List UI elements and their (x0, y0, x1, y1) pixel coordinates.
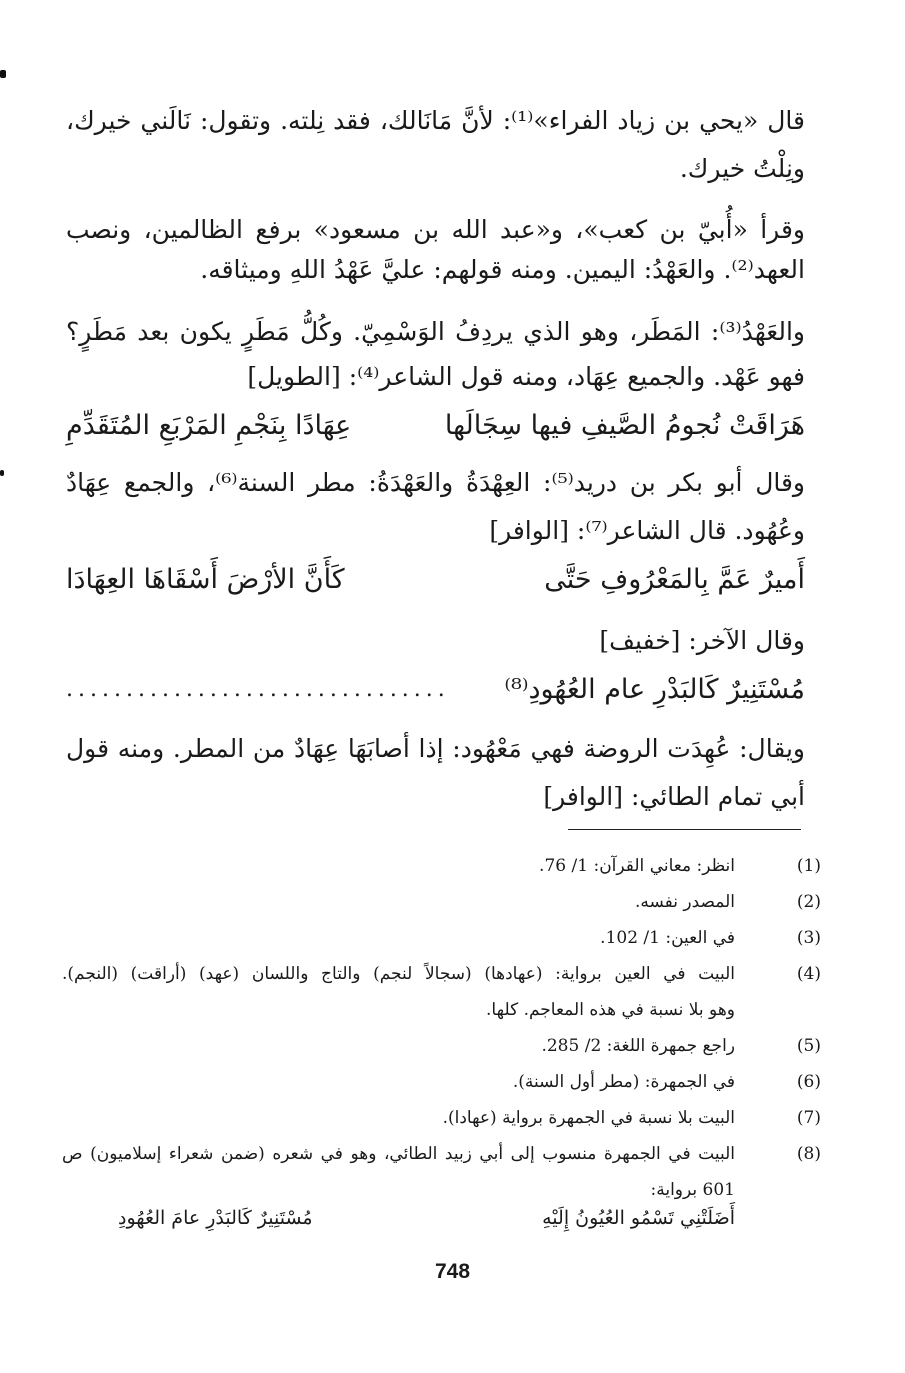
poem-verse (66, 562, 805, 598)
body-line: أبي تمام الطائي: [الوافر] (543, 782, 805, 811)
footnote-number: (7) (796, 1108, 821, 1128)
footnote-number: (3) (796, 928, 821, 948)
footnote-text: البيت في العين برواية: (عهادها) (سجالاً لنجم) والتاج واللسان (عهد) (أراقت) (النجم). (62, 964, 735, 984)
body-line: ونِلْتُ خيرك. (679, 154, 805, 183)
footnote-text: البيت بلا نسبة في الجمهرة برواية (عهادا). (442, 1108, 735, 1128)
body-line: قال «يحي بن زياد الفراء»⁽¹⁾: لأنَّ مَانَالك، فقد نِلته. وتقول: نَالَني خيرك، (66, 106, 805, 135)
body-line: وقال الآخر: [خفيف] (599, 626, 805, 655)
verse-second-hemistich: كَأَنَّ الأرْضَ أَسْقَاهَا العِهَادَا (66, 564, 345, 595)
poem-verse (66, 408, 805, 444)
verse-omitted-hemistich: ................................ (66, 677, 450, 702)
footnote-number: (2) (796, 892, 821, 912)
footnote-verse-second-hemistich: مُسْتَنِيرٌ كَالبَدْرِ عامَ العُهُودِ (118, 1207, 313, 1229)
footnote-text: انظر: معاني القرآن: 1/ 76. (539, 856, 735, 876)
scan-mark (0, 470, 4, 476)
footnote-text: المصدر نفسه. (634, 892, 735, 912)
footnote-number: (8) (796, 1144, 821, 1164)
footnote-text: في العين: 1/ 102. (600, 928, 735, 948)
footnote-text: في الجمهرة: (مطر أول السنة). (512, 1072, 735, 1092)
body-line: ويقال: عُهِدَت الروضة فهي مَعْهُود: إذا أصابَهَا عِهَادٌ من المطر. ومنه قول (66, 734, 805, 763)
footnote-verse-first-hemistich: أَضَلَتْنِي تَسْمُو العُيُونُ إِلَيْهِ (542, 1207, 735, 1229)
verse-second-hemistich: عِهَادًا بِنَجْمِ المَرْبَعِ المُتَقَدِّمِ (66, 410, 352, 441)
footnote-text: وهو بلا نسبة في هذه المعاجم. كلها. (486, 1000, 735, 1020)
page-number: 748 (434, 1260, 471, 1283)
verse-first-hemistich: هَرَاقَتْ نُجومُ الصَّيفِ فيها سِجَالَها (444, 410, 805, 441)
footnote-text: البيت في الجمهرة منسوب إلى أبي زبيد الطائي، وهو في شعره (ضمن شعراء إسلاميون) ص (62, 1144, 735, 1164)
body-line: فهو عَهْد. والجميع عِهَاد، ومنه قول الشاعر⁽⁴⁾: [الطويل] (247, 362, 805, 391)
body-line: وقرأ «أُبيّ بن كعب»، و«عبد الله بن مسعود» برفع الظالمين، ونصب (66, 215, 805, 244)
footnote-separator (568, 829, 801, 830)
footnote-text: 601 برواية: (650, 1180, 735, 1200)
body-line: وقال أبو بكر بن دريد⁽⁵⁾: العِهْدَةُ والعَهْدَةُ: مطر السنة⁽⁶⁾، والجمع عِهَادٌ (66, 468, 806, 497)
scan-mark (0, 70, 6, 78)
verse-first-hemistich: أَميرٌ عَمَّ بِالمَعْرُوفِ حَتَّى (544, 564, 805, 595)
footnote-text: راجع جمهرة اللغة: 2/ 285. (541, 1036, 735, 1056)
footnote-number: (6) (796, 1072, 821, 1092)
body-line: العهد⁽²⁾. والعَهْدُ: اليمين. ومنه قولهم: عليَّ عَهْدُ اللهِ وميثاقه. (200, 255, 805, 284)
poem-verse (66, 672, 805, 708)
footnote-number: (1) (796, 856, 821, 876)
body-line: والعَهْدُ⁽³⁾: المَطَر، وهو الذي يردِفُ الوَسْمِيّ. وكُلُّ مَطَرٍ يكون بعد مَطَرٍ؟ (66, 317, 805, 346)
verse-first-hemistich: مُسْتَنِيرٌ كَالبَدْرِ عام العُهُودِ⁽⁸⁾ (504, 674, 805, 705)
body-line: وعُهُود. قال الشاعر⁽⁷⁾: [الوافر] (489, 516, 805, 545)
footnote-number: (5) (796, 1036, 821, 1056)
footnote-number: (4) (796, 964, 821, 984)
